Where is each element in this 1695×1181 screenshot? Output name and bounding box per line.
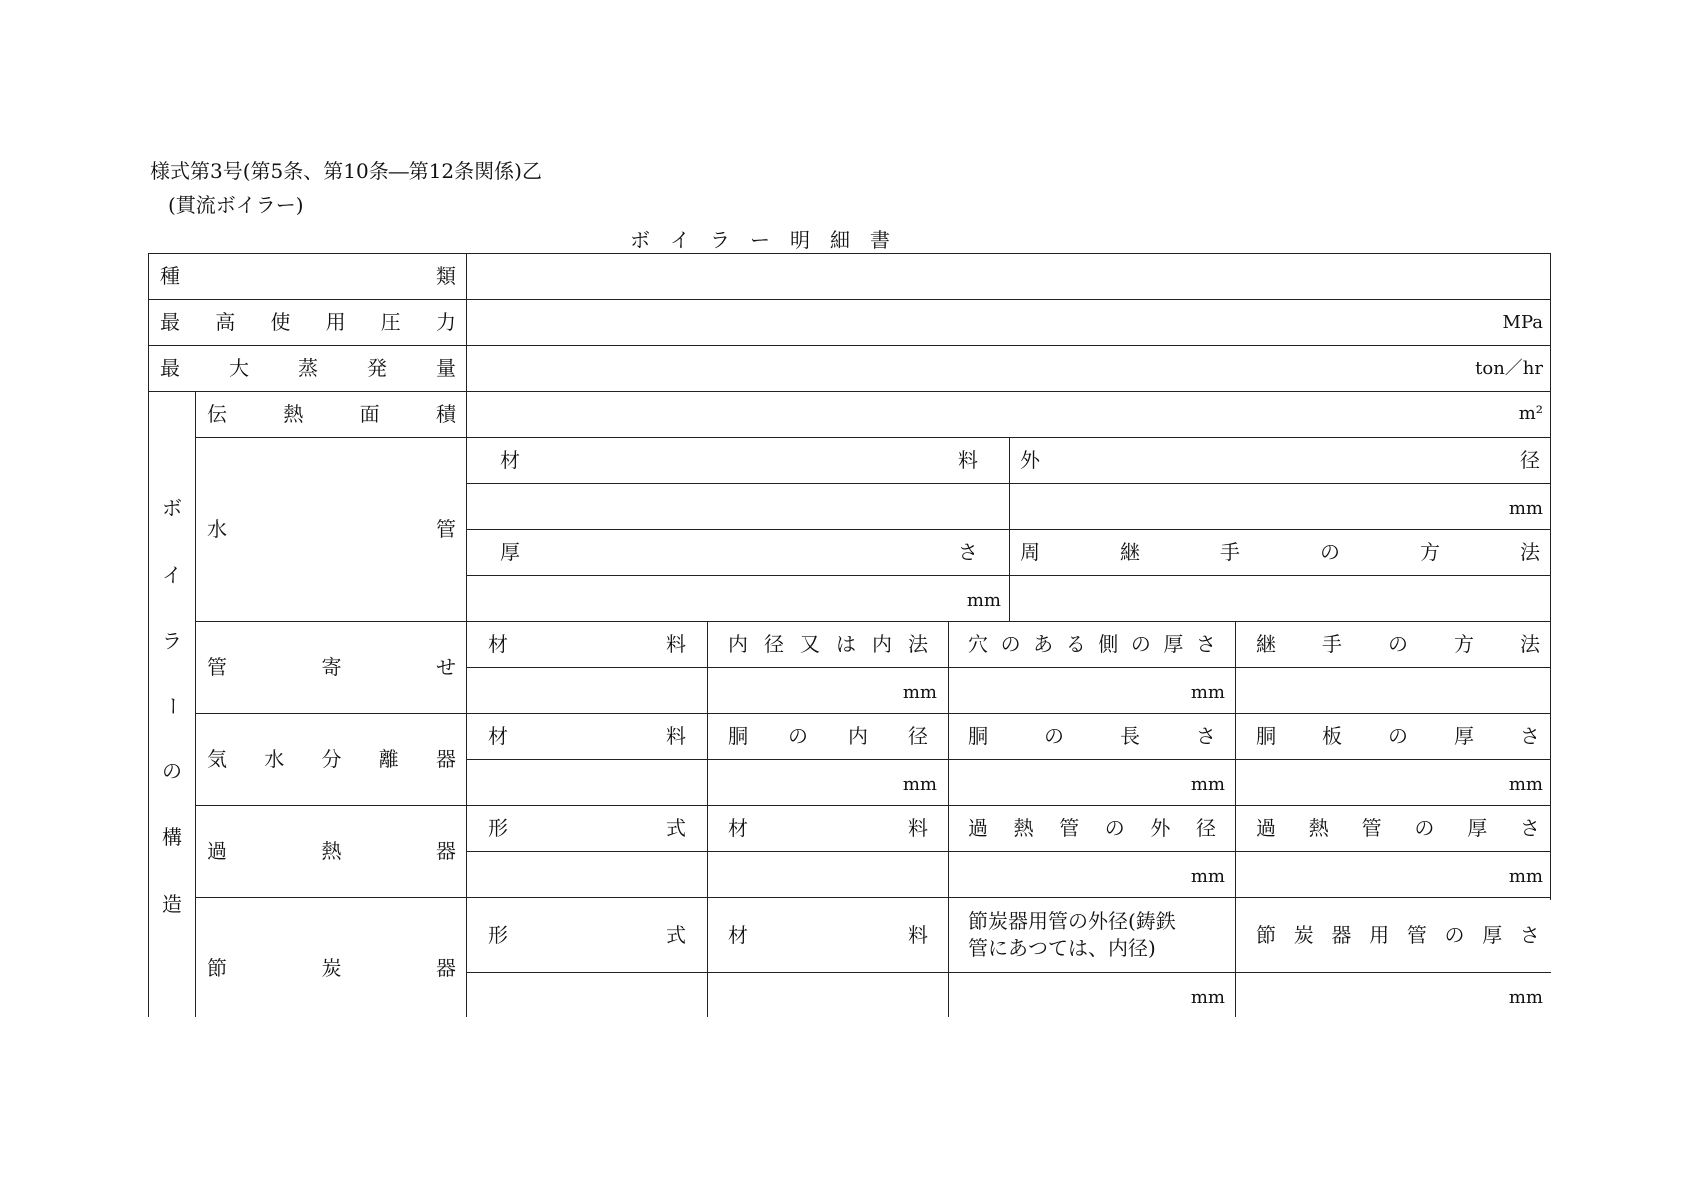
unit-wt-outer: mm: [1508, 498, 1543, 519]
label-hp-inner: 内 径 又 は 内 法: [728, 632, 928, 656]
value-eco-type[interactable]: [467, 973, 706, 1017]
label-wt-thickness: 厚 さ: [500, 540, 978, 564]
unit-mpa: MPa: [1502, 312, 1543, 333]
label-eco-outer-line1: 節炭器用管の外径(鋳鉄: [968, 909, 1176, 933]
unit-hp-inner: mm: [902, 682, 937, 703]
label-eco-material: 材 料: [728, 922, 928, 947]
unit-sep-shell-length: mm: [1190, 774, 1225, 795]
label-hp-joint: 継 手 の 方 法: [1256, 632, 1540, 656]
value-hp-joint[interactable]: [1236, 668, 1550, 713]
label-wt-joint: 周 継 手 の 方 法: [1020, 540, 1540, 564]
side-label-boiler-structure: ボ イ ラ ー の 構 造: [160, 496, 184, 916]
value-eco-material[interactable]: [708, 973, 947, 1017]
value-wt-material[interactable]: [467, 484, 1008, 529]
label-sh-type: 形 式: [488, 816, 686, 840]
value-wt-outer[interactable]: [1010, 484, 1550, 529]
unit-sep-shell-inner: mm: [902, 774, 937, 795]
label-sep-material: 材 料: [488, 724, 686, 748]
unit-sh-thickness: mm: [1508, 866, 1543, 887]
label-hp-hole: 穴 の あ る 側 の 厚 さ: [968, 632, 1216, 656]
form-number: 様式第3号(第5条、第10条―第12条関係)乙: [150, 159, 542, 183]
value-sh-thickness[interactable]: [1236, 852, 1550, 897]
label-sep-shell-length: 胴 の 長 さ: [968, 724, 1216, 748]
value-max-evaporation[interactable]: [467, 346, 1550, 391]
label-max-pressure: 最 高 使 用 圧 力: [160, 310, 456, 334]
value-eco-thickness[interactable]: [1236, 973, 1550, 1017]
unit-m2: m²: [1518, 403, 1543, 424]
label-sh-material: 材 料: [728, 816, 928, 840]
label-sh-outer: 過 熱 管 の 外 径: [968, 816, 1216, 840]
label-max-evaporation: 最 大 蒸 発 量: [160, 356, 456, 380]
value-sh-material[interactable]: [708, 852, 947, 897]
label-eco-thickness: 節 炭 器 用 管 の 厚 さ: [1256, 922, 1540, 947]
form-subtitle: (貫流ボイラー): [168, 193, 304, 217]
label-sep-shell-plate: 胴 板 の 厚 さ: [1256, 724, 1540, 748]
value-sep-shell-plate[interactable]: [1236, 760, 1550, 805]
value-heating-surface[interactable]: [467, 392, 1550, 437]
unit-sh-outer: mm: [1190, 866, 1225, 887]
label-superheater: 過 熱 器: [207, 839, 456, 863]
label-heating-surface: 伝 熱 面 積: [207, 402, 456, 426]
label-water-tube: 水 管: [207, 517, 456, 541]
value-hp-material[interactable]: [467, 668, 706, 713]
value-sh-type[interactable]: [467, 852, 706, 897]
label-economizer: 節 炭 器: [207, 956, 456, 980]
label-eco-outer-line2: 管にあつては、内径): [968, 936, 1156, 960]
unit-hp-hole: mm: [1190, 682, 1225, 703]
value-sep-material[interactable]: [467, 760, 706, 805]
unit-wt-thickness: mm: [966, 590, 1001, 611]
unit-eco-thickness: mm: [1508, 987, 1543, 1008]
label-eco-outer: [968, 908, 1228, 962]
unit-eco-outer: mm: [1190, 987, 1225, 1008]
value-max-pressure[interactable]: [467, 300, 1550, 345]
value-wt-joint[interactable]: [1010, 576, 1550, 621]
label-sh-thickness: 過 熱 管 の 厚 さ: [1256, 816, 1540, 840]
page-title: ボ イ ラ ー 明 細 書: [630, 228, 890, 252]
label-eco-type: 形 式: [488, 922, 686, 947]
label-wt-outer: 外 径: [1020, 448, 1540, 472]
unit-ton-hr: ton／hr: [1475, 358, 1543, 379]
label-wt-material: 材 料: [500, 448, 978, 472]
label-separator: 気 水 分 離 器: [207, 747, 456, 771]
value-wt-thickness[interactable]: [467, 576, 1008, 621]
value-kind[interactable]: [467, 254, 1550, 299]
label-kind: 種 類: [160, 264, 456, 288]
unit-sep-shell-plate: mm: [1508, 774, 1543, 795]
label-hp-material: 材 料: [488, 632, 686, 656]
label-header-pipe: 管 寄 せ: [207, 655, 456, 679]
label-sep-shell-inner: 胴 の 内 径: [728, 724, 928, 748]
